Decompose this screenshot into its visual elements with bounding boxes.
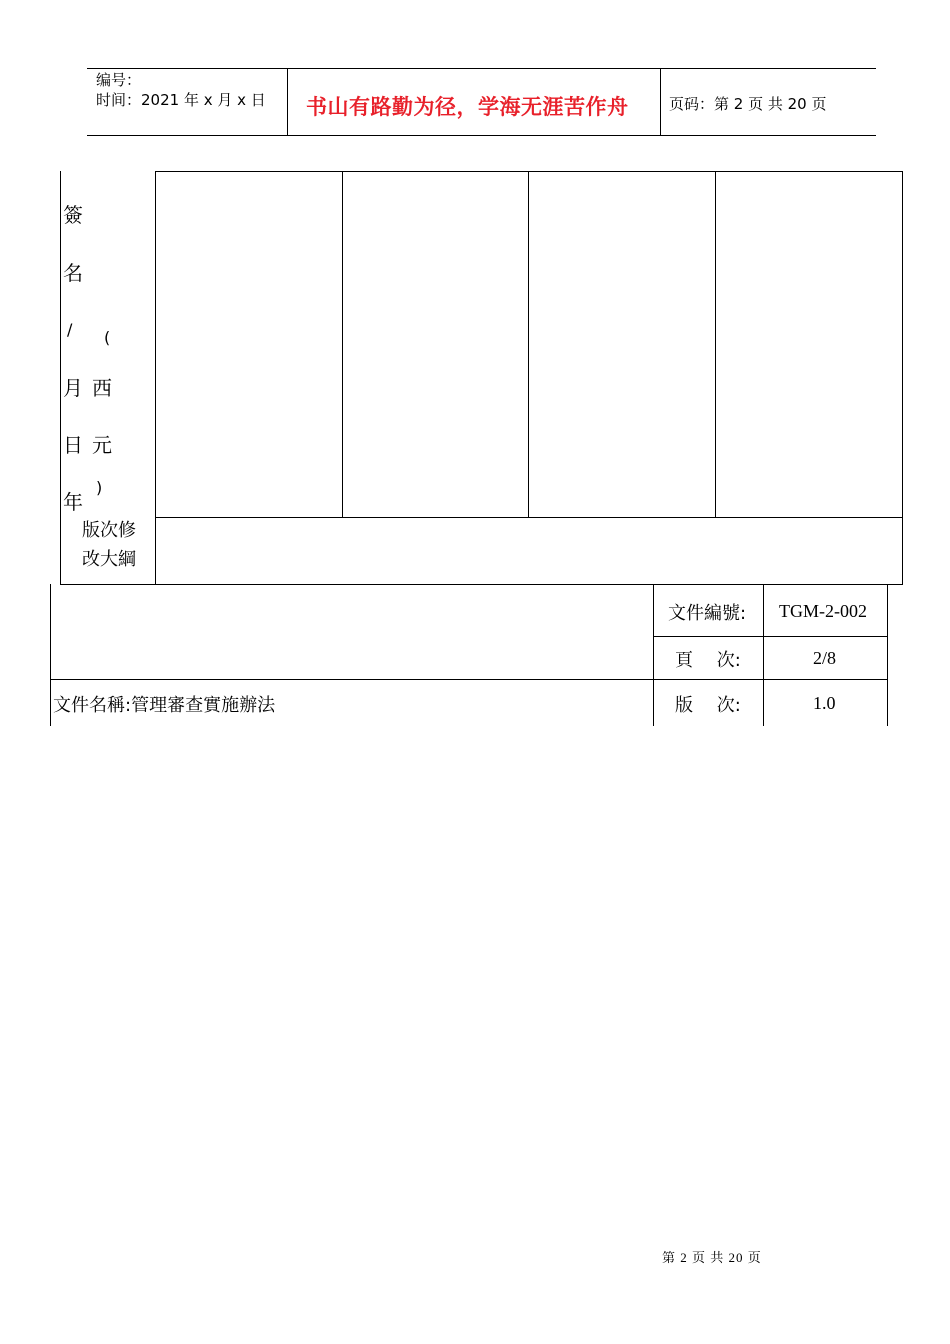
revision-label-line1: 版次修 — [82, 520, 136, 541]
document-time-label: 时间：2021 年 x 月 x 日 — [96, 91, 266, 109]
page-footer: 第 2 页 共 20 页 — [662, 1250, 762, 1265]
header-divider-right — [660, 68, 661, 136]
sig-cell-divider-3 — [715, 171, 716, 517]
info-row-divider-2 — [50, 679, 888, 680]
header-bottom-rule — [87, 135, 876, 136]
sig-right-border — [902, 171, 903, 585]
sig-paren-char: ( — [104, 328, 111, 347]
info-col-divider-2 — [763, 584, 764, 726]
info-left-border — [50, 584, 51, 726]
sig-paren-char: 西 — [92, 376, 112, 400]
page-value: 2/8 — [813, 648, 837, 668]
info-col-divider-1 — [653, 584, 654, 726]
sig-label-col-border — [155, 171, 156, 584]
sig-cell-divider-2 — [528, 171, 529, 517]
sig-label-char: 月 — [63, 376, 83, 400]
document-number-label: 编号： — [96, 71, 142, 89]
sig-label-char: 簽 — [63, 203, 83, 227]
sig-label-char: 年 — [63, 490, 83, 514]
header-top-rule — [87, 68, 876, 69]
sig-bottom-border — [60, 584, 903, 585]
sig-paren-char: 元 — [92, 433, 112, 457]
sig-top-border — [155, 171, 903, 172]
sig-left-border — [60, 171, 61, 584]
sig-cell-divider-1 — [342, 171, 343, 517]
sig-paren-char: ) — [96, 478, 103, 497]
info-right-border — [887, 584, 888, 726]
header-motto: 书山有路勤为径，学海无涯苦作舟 — [306, 95, 629, 119]
document-name: 文件名稱:管理審查實施辦法 — [53, 695, 276, 716]
info-row-divider-1 — [653, 636, 888, 637]
revision-label-line2: 改大綱 — [82, 549, 136, 570]
header-divider-left — [287, 68, 288, 136]
sig-label-char: 名 — [63, 261, 83, 285]
doc-number-label: 文件編號: — [668, 603, 747, 624]
sig-label-char: / — [67, 320, 73, 339]
version-label: 版 次: — [675, 695, 741, 716]
doc-number-value: TGM-2-002 — [779, 601, 867, 621]
sig-row-divider — [155, 517, 903, 518]
page-label: 頁 次: — [675, 650, 741, 671]
version-value: 1.0 — [813, 693, 836, 713]
sig-label-char: 日 — [63, 433, 83, 457]
header-page-info: 页码：第 2 页 共 20 页 — [669, 95, 827, 113]
